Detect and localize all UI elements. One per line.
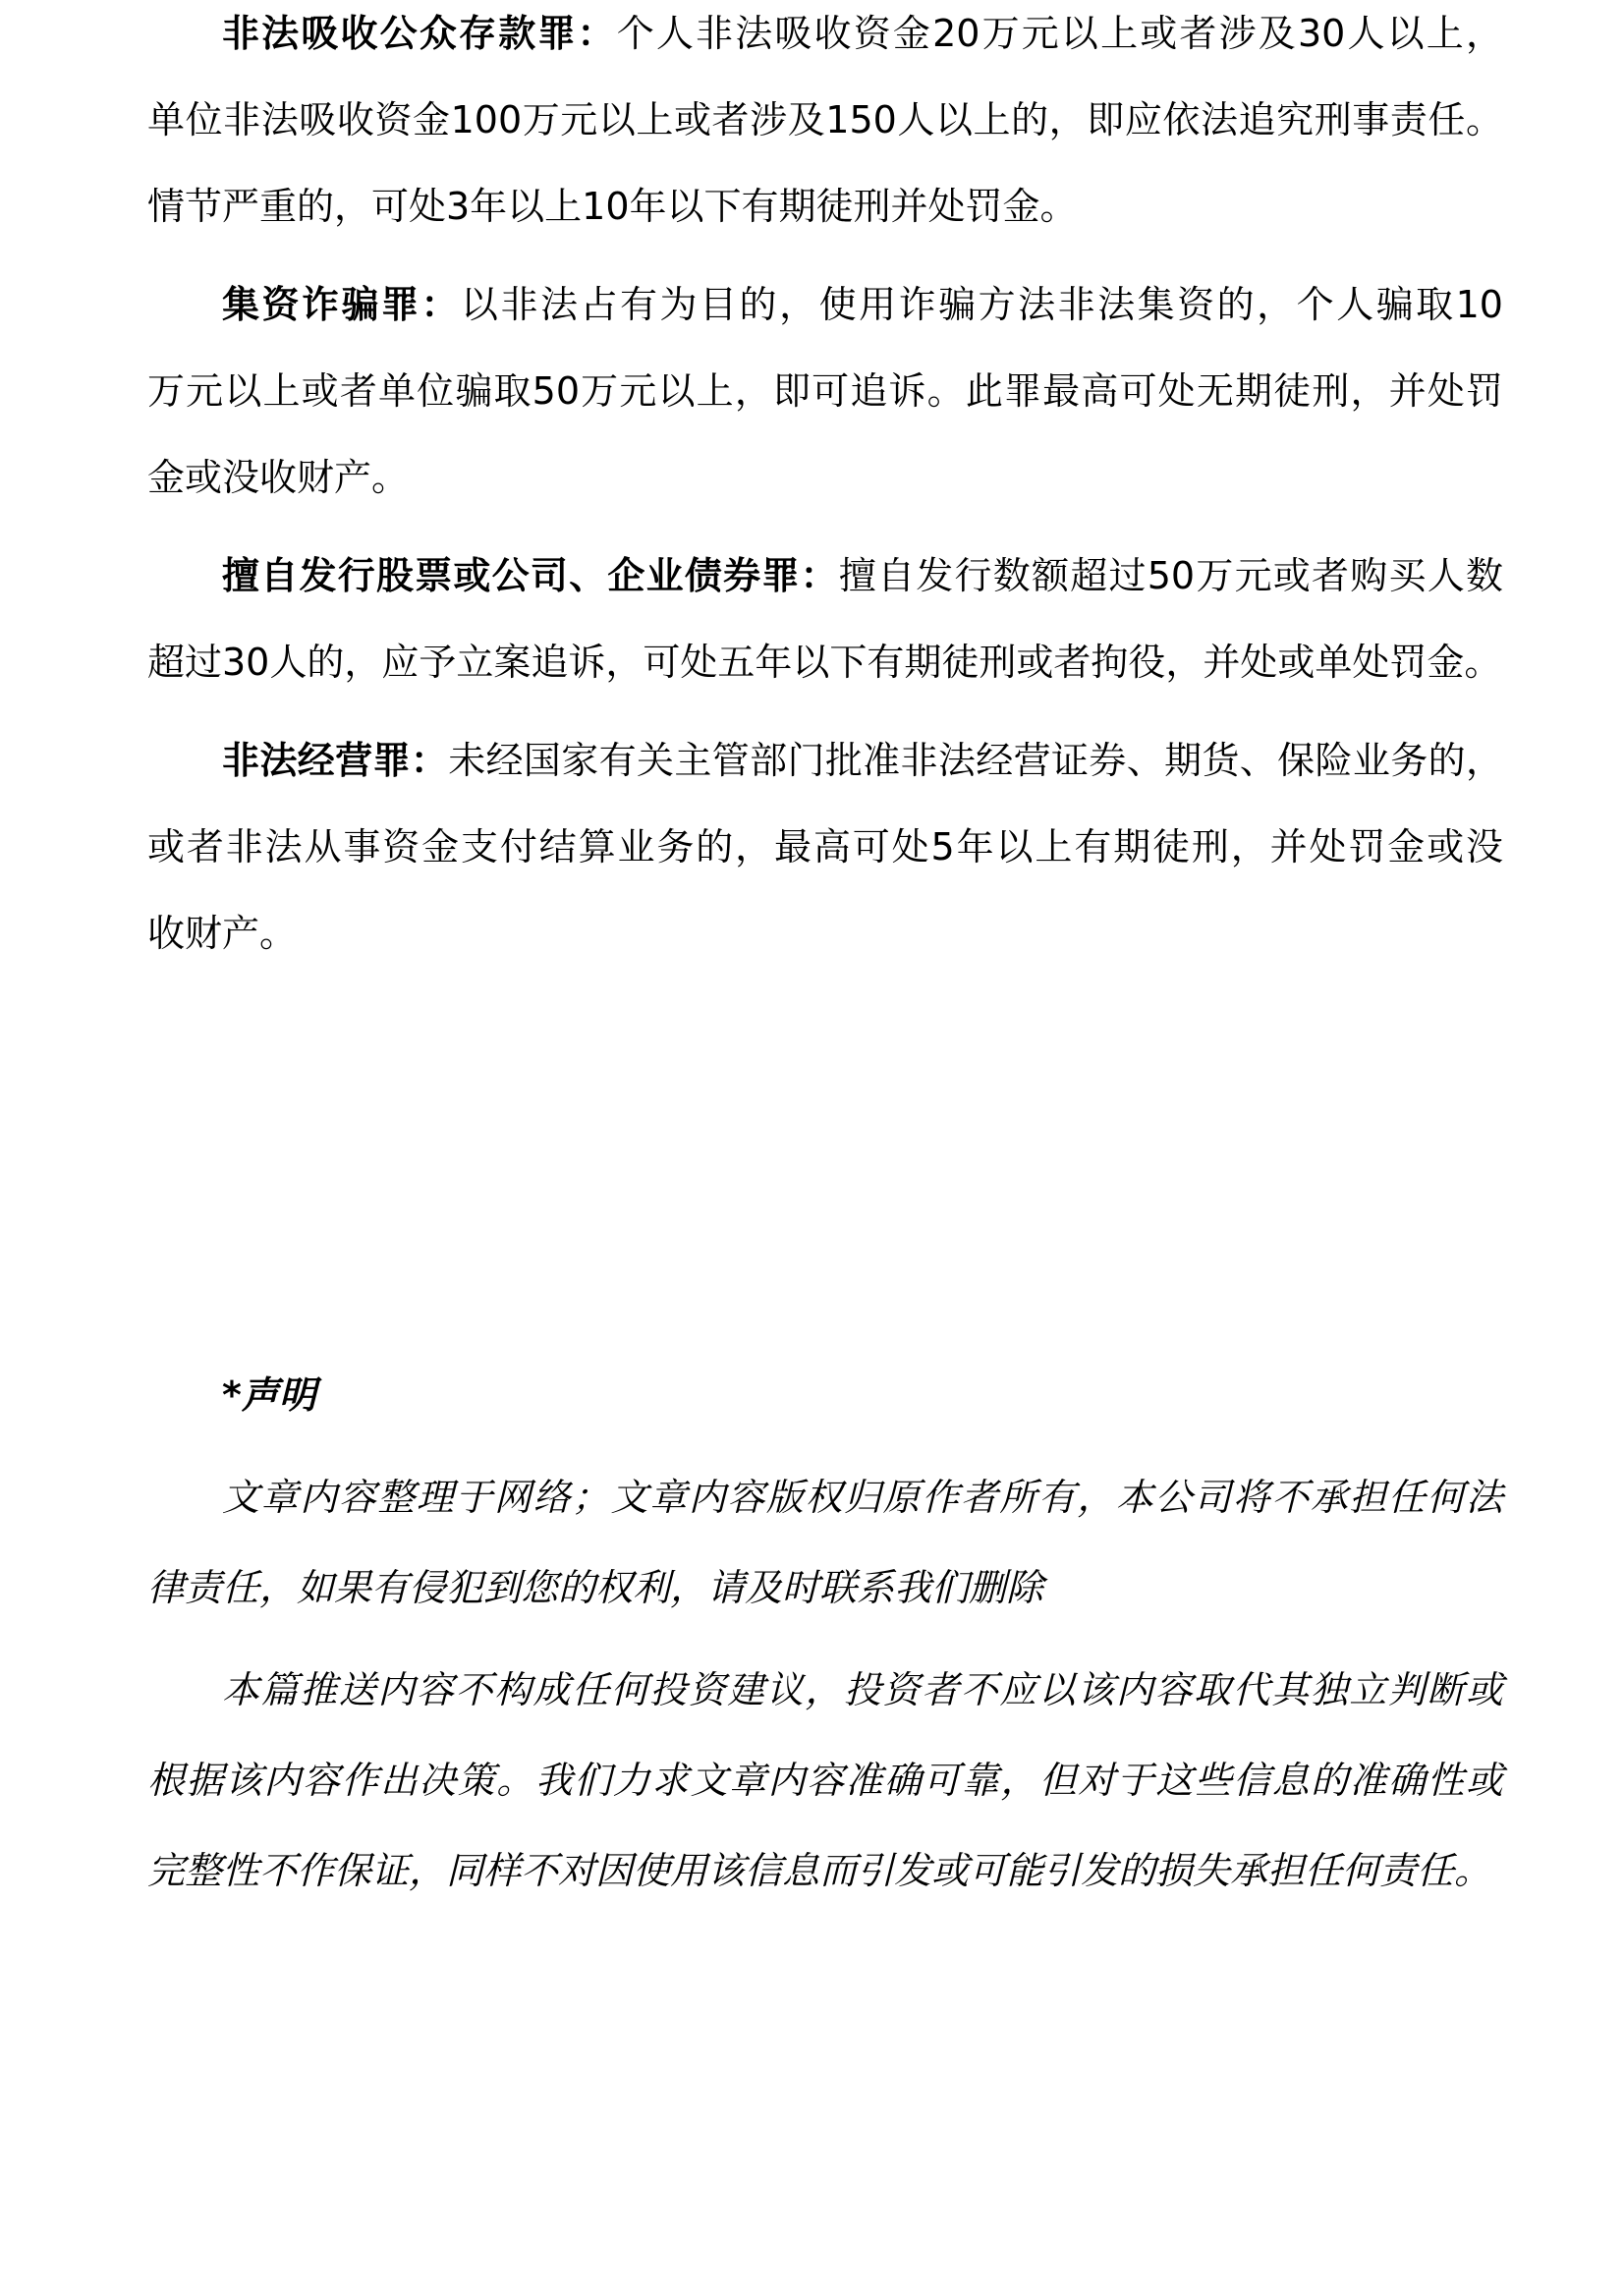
paragraph-lead: 集资诈骗罪： bbox=[222, 283, 462, 326]
text-line: 或者非法从事资金支付结算业务的，最高可处5年以上有期徒刑，并处罚金或没 bbox=[147, 825, 1503, 868]
paragraph-lead: 非法吸收公众存款罪： bbox=[222, 12, 617, 55]
text-line: 收财产。 bbox=[147, 912, 298, 955]
text-line bbox=[147, 0, 1503, 77]
paragraph-illegal-deposit-absorption bbox=[147, 0, 1503, 250]
paragraph-text: 个人非法吸收资金20万元以上或者涉及30人以上， bbox=[616, 12, 1503, 55]
text-line: *声明 bbox=[222, 1373, 316, 1417]
text-line: 单位非法吸收资金100万元以上或者涉及150人以上的，即应依法追究刑事责任。 bbox=[147, 98, 1503, 141]
paragraph-text: 未经国家有关主管部门批准非法经营证券、期货、保险业务的， bbox=[448, 739, 1503, 782]
text-line bbox=[147, 717, 1503, 804]
disclaimer-no-advice-paragraph bbox=[147, 1645, 1503, 1916]
text-line: 文章内容整理于网络；文章内容版权归原作者所有，本公司将不承担任何法 bbox=[222, 1476, 1503, 1519]
text-line: 律责任，如果有侵犯到您的权利，请及时联系我们删除 bbox=[147, 1566, 1044, 1609]
paragraph-fundraising-fraud bbox=[147, 261, 1503, 521]
text-line: 万元以上或者单位骗取50万元以上，即可追诉。此罪最高可处无期徒刑，并处罚 bbox=[147, 369, 1503, 413]
text-line: 情节严重的，可处3年以上10年以下有期徒刑并处罚金。 bbox=[147, 185, 1078, 228]
paragraph-unauthorized-securities-issuance bbox=[147, 532, 1503, 705]
text-line: 本篇推送内容不构成任何投资建议，投资者不应以该内容取代其独立判断或 bbox=[222, 1668, 1503, 1711]
disclaimer-section bbox=[147, 1350, 1503, 1916]
text-line: 金或没收财产。 bbox=[147, 456, 410, 499]
disclaimer-heading bbox=[147, 1350, 1503, 1440]
text-line: 完整性不作保证，同样不对因使用该信息而引发或可能引发的损失承担任何责任。 bbox=[147, 1849, 1492, 1892]
text-line: 超过30人的，应予立案追诉，可处五年以下有期徒刑或者拘役，并处或单处罚金。 bbox=[147, 641, 1502, 684]
paragraph-lead: 擅自发行股票或公司、企业债券罪： bbox=[222, 554, 839, 597]
paragraph-text: 擅自发行数额超过50万元或者购买人数 bbox=[838, 554, 1503, 597]
text-line: 根据该内容作出决策。我们力求文章内容准确可靠，但对于这些信息的准确性或 bbox=[147, 1759, 1503, 1802]
text-line bbox=[147, 261, 1503, 348]
paragraph-illegal-business-operation bbox=[147, 717, 1503, 977]
paragraph-lead: 非法经营罪： bbox=[222, 739, 449, 782]
disclaimer-copyright-paragraph bbox=[147, 1452, 1503, 1633]
paragraph-text: 以非法占有为目的，使用诈骗方法非法集资的，个人骗取10 bbox=[461, 283, 1503, 326]
text-line bbox=[147, 532, 1503, 619]
